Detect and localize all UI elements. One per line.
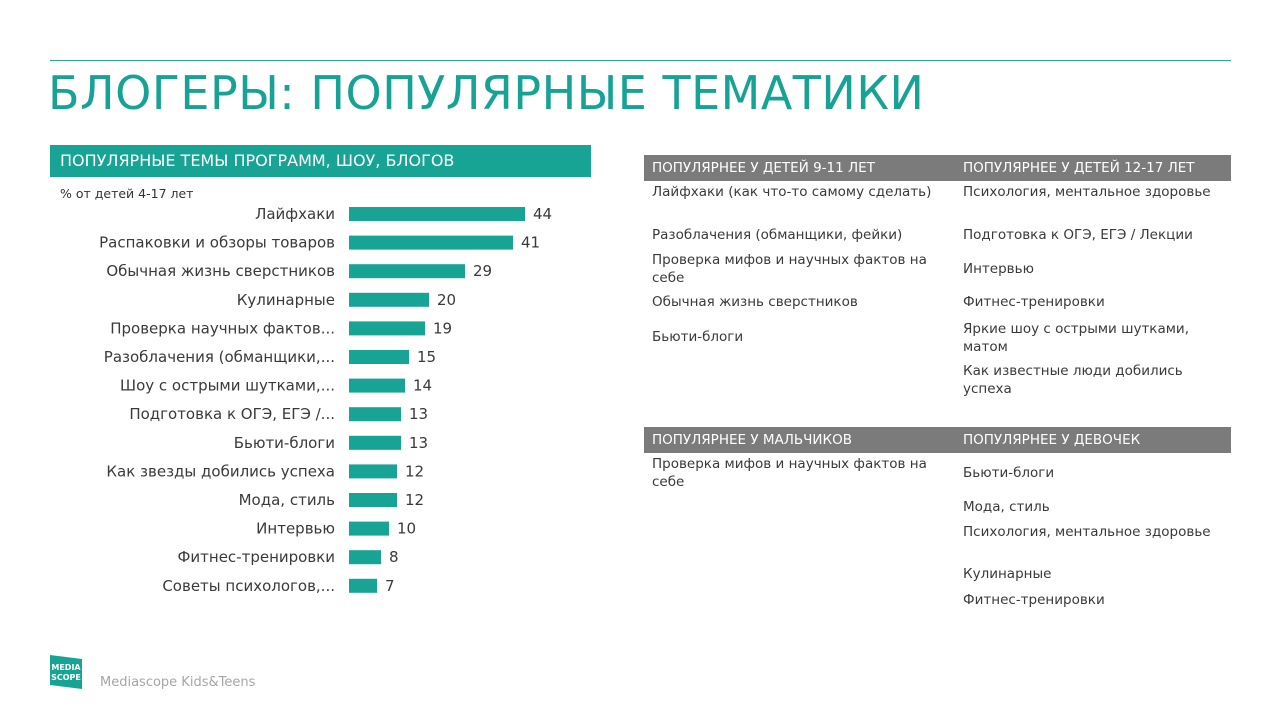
topic-item: Фитнес-тренировки: [963, 294, 1105, 310]
bar: [349, 236, 513, 250]
bar: [349, 207, 525, 221]
bar: [349, 264, 465, 278]
value-label: 14: [413, 376, 433, 395]
age-header-9-11: ПОПУЛЯРНЕЕ У ДЕТЕЙ 9-11 ЛЕТ: [652, 160, 875, 176]
category-label: Распаковки и обзоры товаров: [99, 233, 335, 252]
value-label: 13: [409, 433, 429, 452]
value-label: 12: [405, 491, 425, 509]
value-label: 8: [389, 548, 399, 567]
bar: [349, 579, 377, 593]
age-table-header: [644, 155, 1231, 181]
bar: [349, 464, 397, 478]
bar: [349, 493, 397, 507]
bar: [349, 522, 389, 536]
bar: [349, 293, 429, 307]
topic-item: Фитнес-тренировки: [963, 592, 1105, 608]
gender-table-header: [644, 427, 1231, 453]
topic-item: Проверка мифов и научных фактов на себе: [652, 456, 927, 490]
category-label: Мода, стиль: [238, 491, 335, 509]
category-label: Лайфхаки: [255, 205, 335, 223]
value-label: 10: [397, 519, 417, 538]
logo-text-line-1: MEDIA: [51, 663, 81, 672]
bar-chart: [0, 195, 600, 605]
topic-item: Обычная жизнь сверстников: [652, 294, 858, 310]
category-label: Шоу с острыми шутками,...: [120, 376, 335, 395]
category-label: Кулинарные: [236, 290, 335, 309]
topic-item: Лайфхаки (как что-то самому сделать): [652, 184, 932, 200]
topic-item: Интервью: [963, 261, 1034, 277]
category-label: Обычная жизнь сверстников: [106, 262, 335, 281]
mediascope-logo: [50, 655, 82, 689]
value-label: 12: [405, 462, 425, 481]
value-label: 44: [533, 205, 553, 223]
topic-item: Яркие шоу с острыми шутками, матом: [963, 321, 1189, 355]
topic-item: Проверка мифов и научных фактов на себе: [652, 252, 927, 286]
topic-item: Бьюти-блоги: [963, 465, 1055, 481]
bar: [349, 407, 401, 421]
category-label: Подготовка к ОГЭ, ЕГЭ /...: [129, 405, 335, 424]
slide-title: БЛОГЕРЫ: ПОПУЛЯРНЫЕ ТЕМАТИКИ: [48, 66, 925, 120]
category-label: Советы психологов,...: [162, 576, 335, 595]
gender-header-girls: ПОПУЛЯРНЕЕ У ДЕВОЧЕК: [963, 432, 1141, 448]
top-divider: [50, 60, 1231, 61]
age-header-12-17: ПОПУЛЯРНЕЕ У ДЕТЕЙ 12-17 ЛЕТ: [963, 160, 1195, 176]
value-label: 19: [433, 319, 453, 338]
bar: [349, 350, 409, 364]
topic-item: Психология, ментальное здоровье: [963, 184, 1211, 200]
category-label: Бьюти-блоги: [233, 433, 335, 452]
topic-item: Бьюти-блоги: [652, 329, 744, 345]
topic-item: Разоблачения (обманщики, фейки): [652, 227, 903, 243]
value-label: 15: [417, 348, 437, 366]
logo-text-line-2: SCOPE: [51, 673, 81, 682]
footer-source: Mediascope Kids&Teens: [100, 675, 256, 690]
category-label: Проверка научных фактов...: [110, 319, 335, 338]
category-label: Фитнес-тренировки: [177, 548, 335, 567]
value-label: 13: [409, 405, 429, 424]
topic-item: Мода, стиль: [963, 499, 1050, 515]
bar: [349, 321, 425, 335]
value-label: 29: [473, 262, 493, 281]
category-label: Разоблачения (обманщики,...: [103, 348, 335, 366]
bar: [349, 550, 381, 564]
value-label: 20: [437, 290, 457, 309]
category-label: Как звезды добились успеха: [106, 462, 335, 481]
chart-header: ПОПУЛЯРНЫЕ ТЕМЫ ПРОГРАММ, ШОУ, БЛОГОВ: [50, 145, 591, 177]
topic-item: Психология, ментальное здоровье: [963, 524, 1211, 540]
value-label: 41: [521, 233, 541, 252]
gender-header-boys: ПОПУЛЯРНЕЕ У МАЛЬЧИКОВ: [652, 432, 852, 448]
bar: [349, 436, 401, 450]
chart-note: % от детей 4-17 лет: [60, 186, 194, 201]
topic-item: Кулинарные: [963, 566, 1052, 582]
category-label: Интервью: [256, 519, 335, 538]
bar: [349, 379, 405, 393]
topic-item: Как известные люди добились успеха: [963, 363, 1183, 397]
topic-item: Подготовка к ОГЭ, ЕГЭ / Лекции: [963, 227, 1193, 243]
value-label: 7: [385, 576, 395, 595]
